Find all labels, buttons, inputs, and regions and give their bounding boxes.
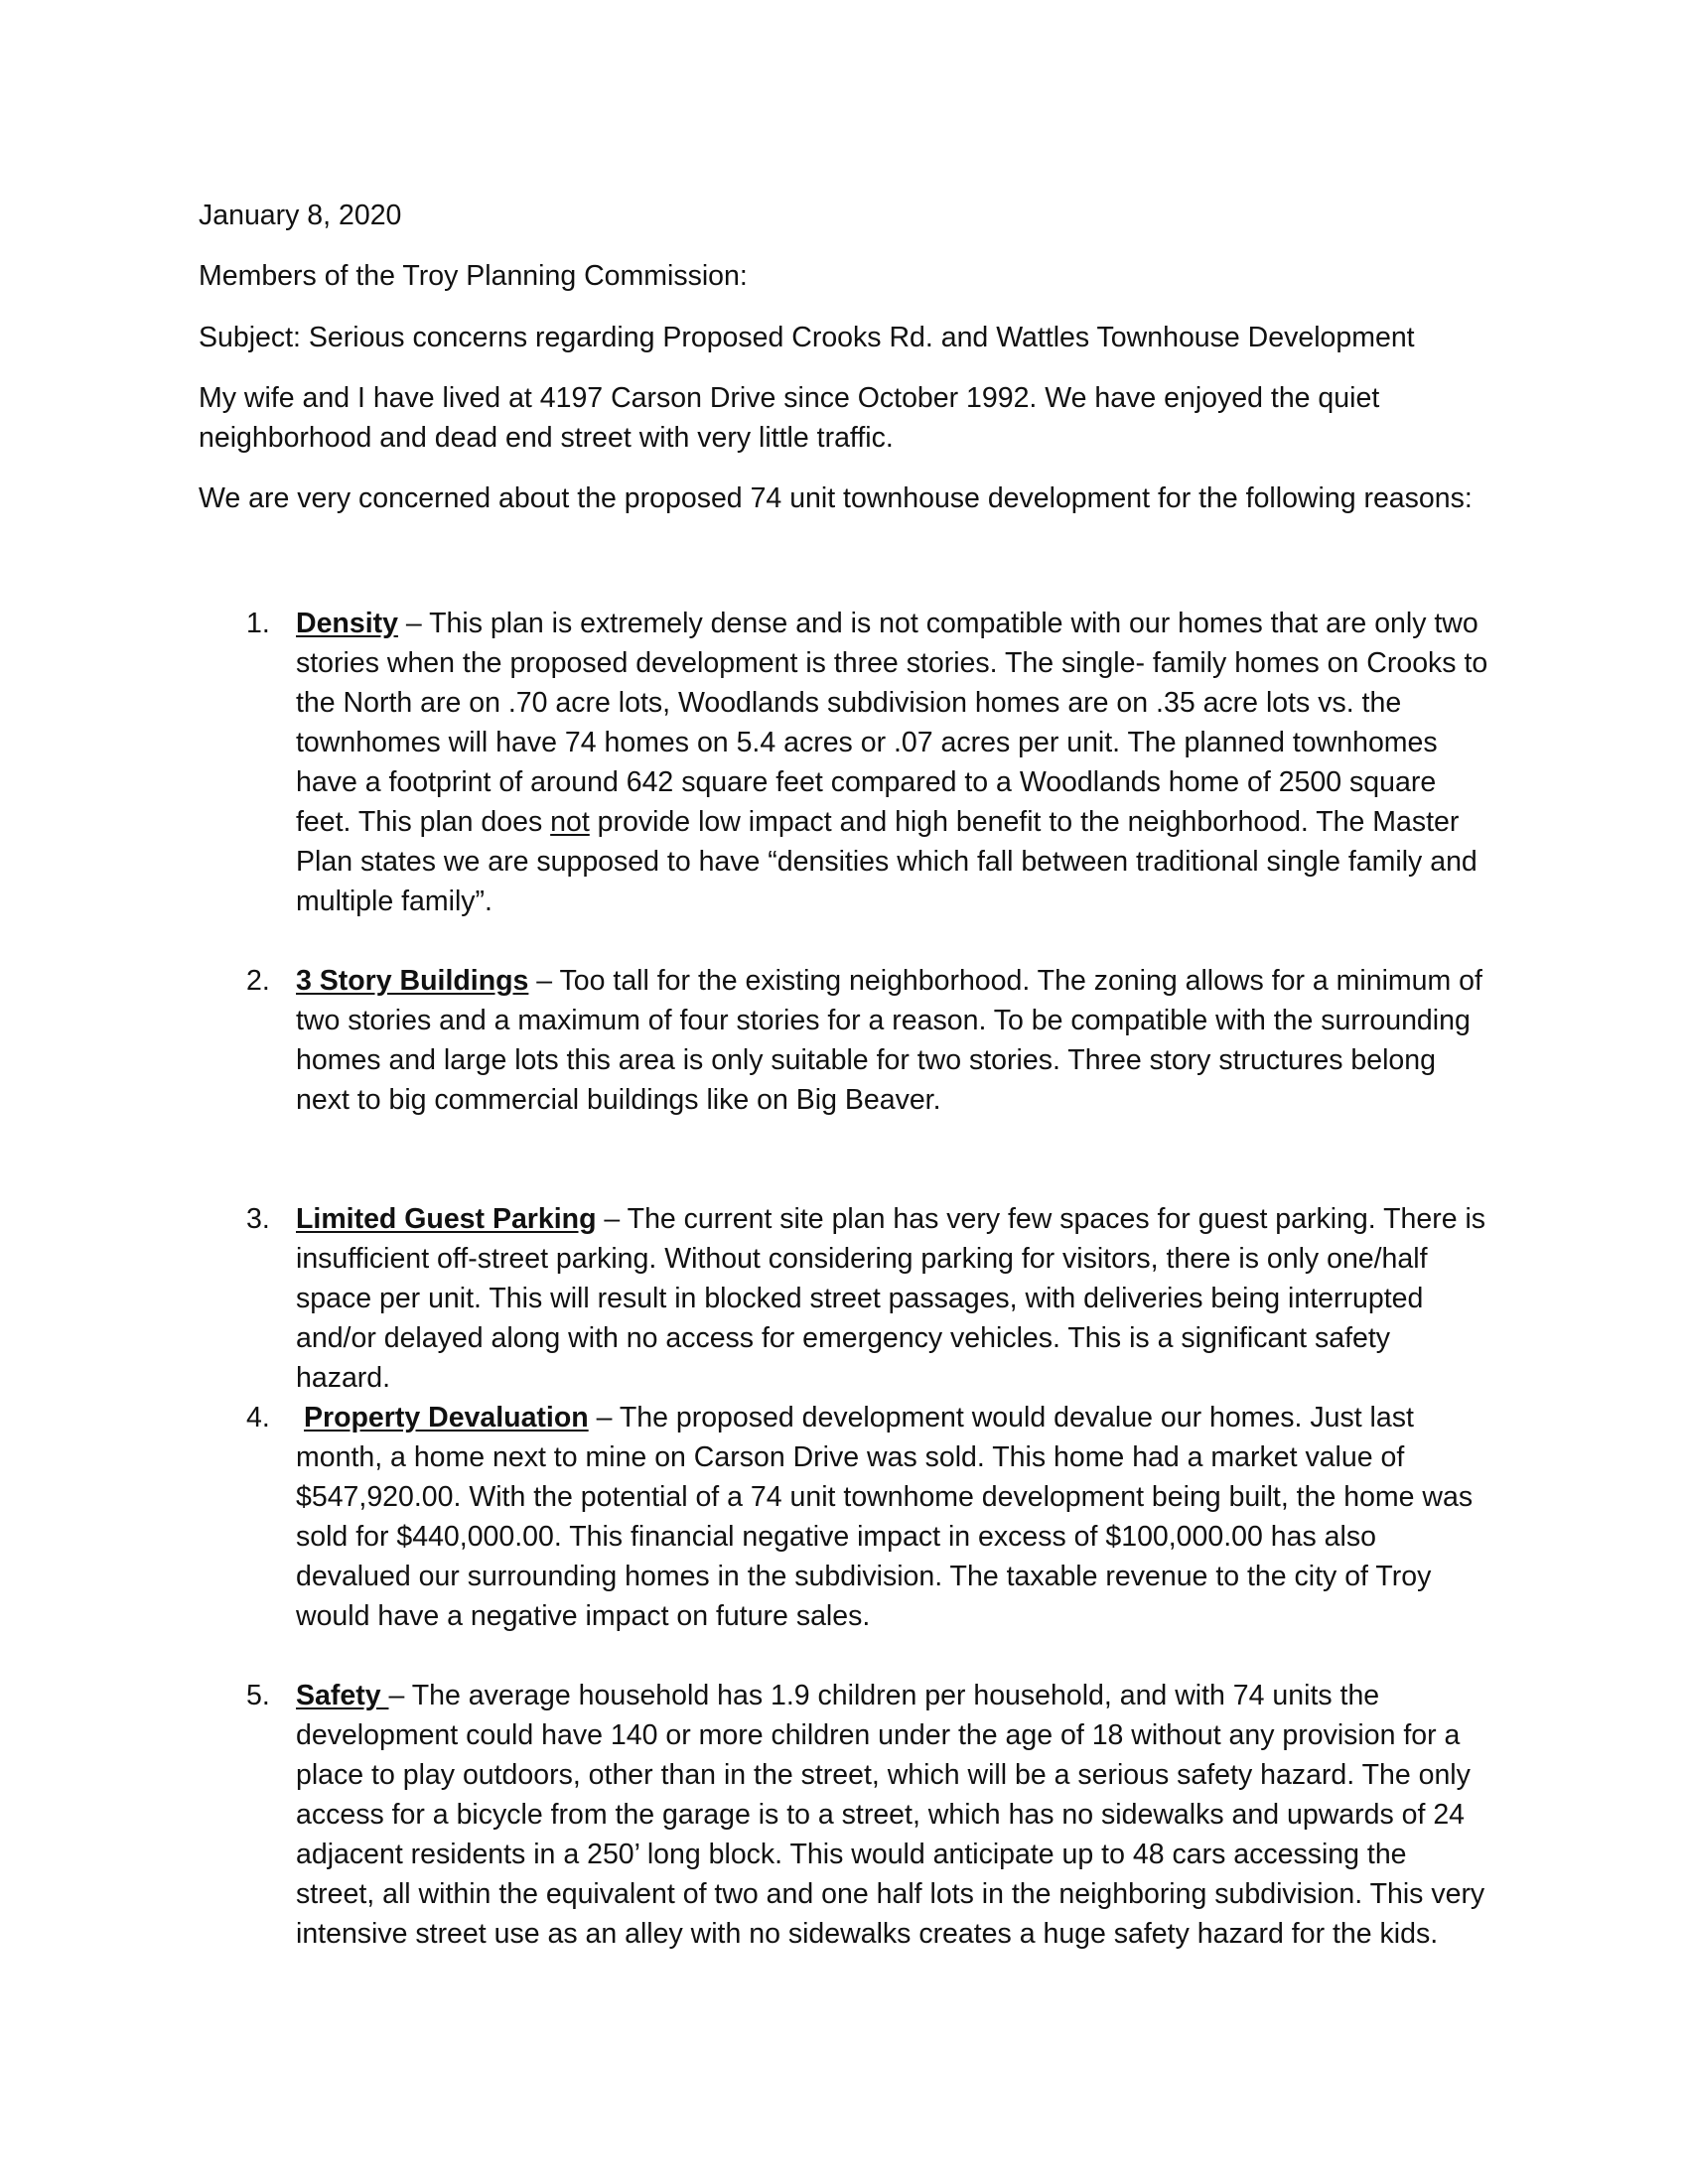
item-number: 2. [246,965,270,997]
item-text: – The current site plan has very few spaces for guest parking. There is insufficient off-street parking. Without considering parking for visitors, there is only one/half space per unit. This will result in blocked street passages, with deliveries being interrupted and/or delayed along with no access for emergency vehicles. This is a significant safety hazard. [296,1203,1486,1394]
letter-lead: We are very concerned about the proposed 74 unit townhouse development for the following reasons: [199,482,1473,514]
item-number: 3. [246,1203,270,1235]
letter-salutation: Members of the Troy Planning Commission: [199,260,748,292]
item-heading: Safety [296,1680,389,1711]
item-text: – The average household has 1.9 children per household, and with 74 units the development could have 140 or more children under the age of 18 without any provision for a place to play outdoors, other than in the street, which will be a serious safety hazard. The only access for a bicycle from the garage is to a street, which has no sidewalks and upwards of 24 adjacent residents in a 250’ long block. This would anticipate up to 48 cars accessing the street, all within the equivalent of two and one half lots in the neighboring subdivision. This very intensive street use as an alley with no sidewalks creates a huge safety hazard for the kids. [296,1680,1485,1950]
item-body [296,1676,1489,1954]
item-heading: Property Devaluation [304,1402,589,1433]
item-body [296,961,1489,1120]
item-emphasis: not [550,806,590,838]
item-heading: Density [296,608,398,639]
item-number: 1. [246,608,270,639]
item-text-a: – This plan is extremely dense and is not compatible with our homes that are only two stories when the proposed development is three stories. The single- family homes on Crooks to the North are on .70 acre lots, Woodlands subdivision homes are on .35 acre lots vs. the townhomes will have 74 homes on 5.4 acres or .07 acres per unit. The planned townhomes have a footprint of around 642 square feet compared to a Woodlands home of 2500 square feet. This plan does [296,608,1488,838]
item-body [296,1398,1489,1636]
letter-intro: My wife and I have lived at 4197 Carson Drive since October 1992. We have enjoyed the quiet neighborhood and dead end street with very little traffic. [199,382,1380,454]
item-number: 5. [246,1680,270,1711]
item-heading: Limited Guest Parking [296,1203,597,1235]
item-text: – The proposed development would devalue our homes. Just last month, a home next to mine on Carson Drive was sold. This home had a market value of $547,920.00. With the potential of a 74 unit townhome development being built, the home was sold for $440,000.00. This financial negative impact in excess of $100,000.00 has also devalued our surrounding homes in the subdivision. The taxable revenue to the city of Troy would have a negative impact on future sales. [296,1402,1474,1632]
item-number: 4. [246,1402,270,1433]
item-text: – Too tall for the existing neighborhood. The zoning allows for a minimum of two stories and a maximum of four stories for a reason. To be compatible with the surrounding homes and large lots this area is only suitable for two stories. Three story structures belong next to big commercial buildings like on Big Beaver. [296,965,1482,1116]
item-heading: 3 Story Buildings [296,965,529,997]
item-body [296,604,1489,921]
letter-subject: Subject: Serious concerns regarding Proposed Crooks Rd. and Wattles Townhouse Development [199,322,1415,353]
item-text-b: provide low impact and high benefit to the neighborhood. The Master Plan states we are supposed to have “densities which fall between traditional single family and multiple family”. [296,806,1477,917]
letter-date: January 8, 2020 [199,200,402,231]
item-body [296,1199,1489,1398]
